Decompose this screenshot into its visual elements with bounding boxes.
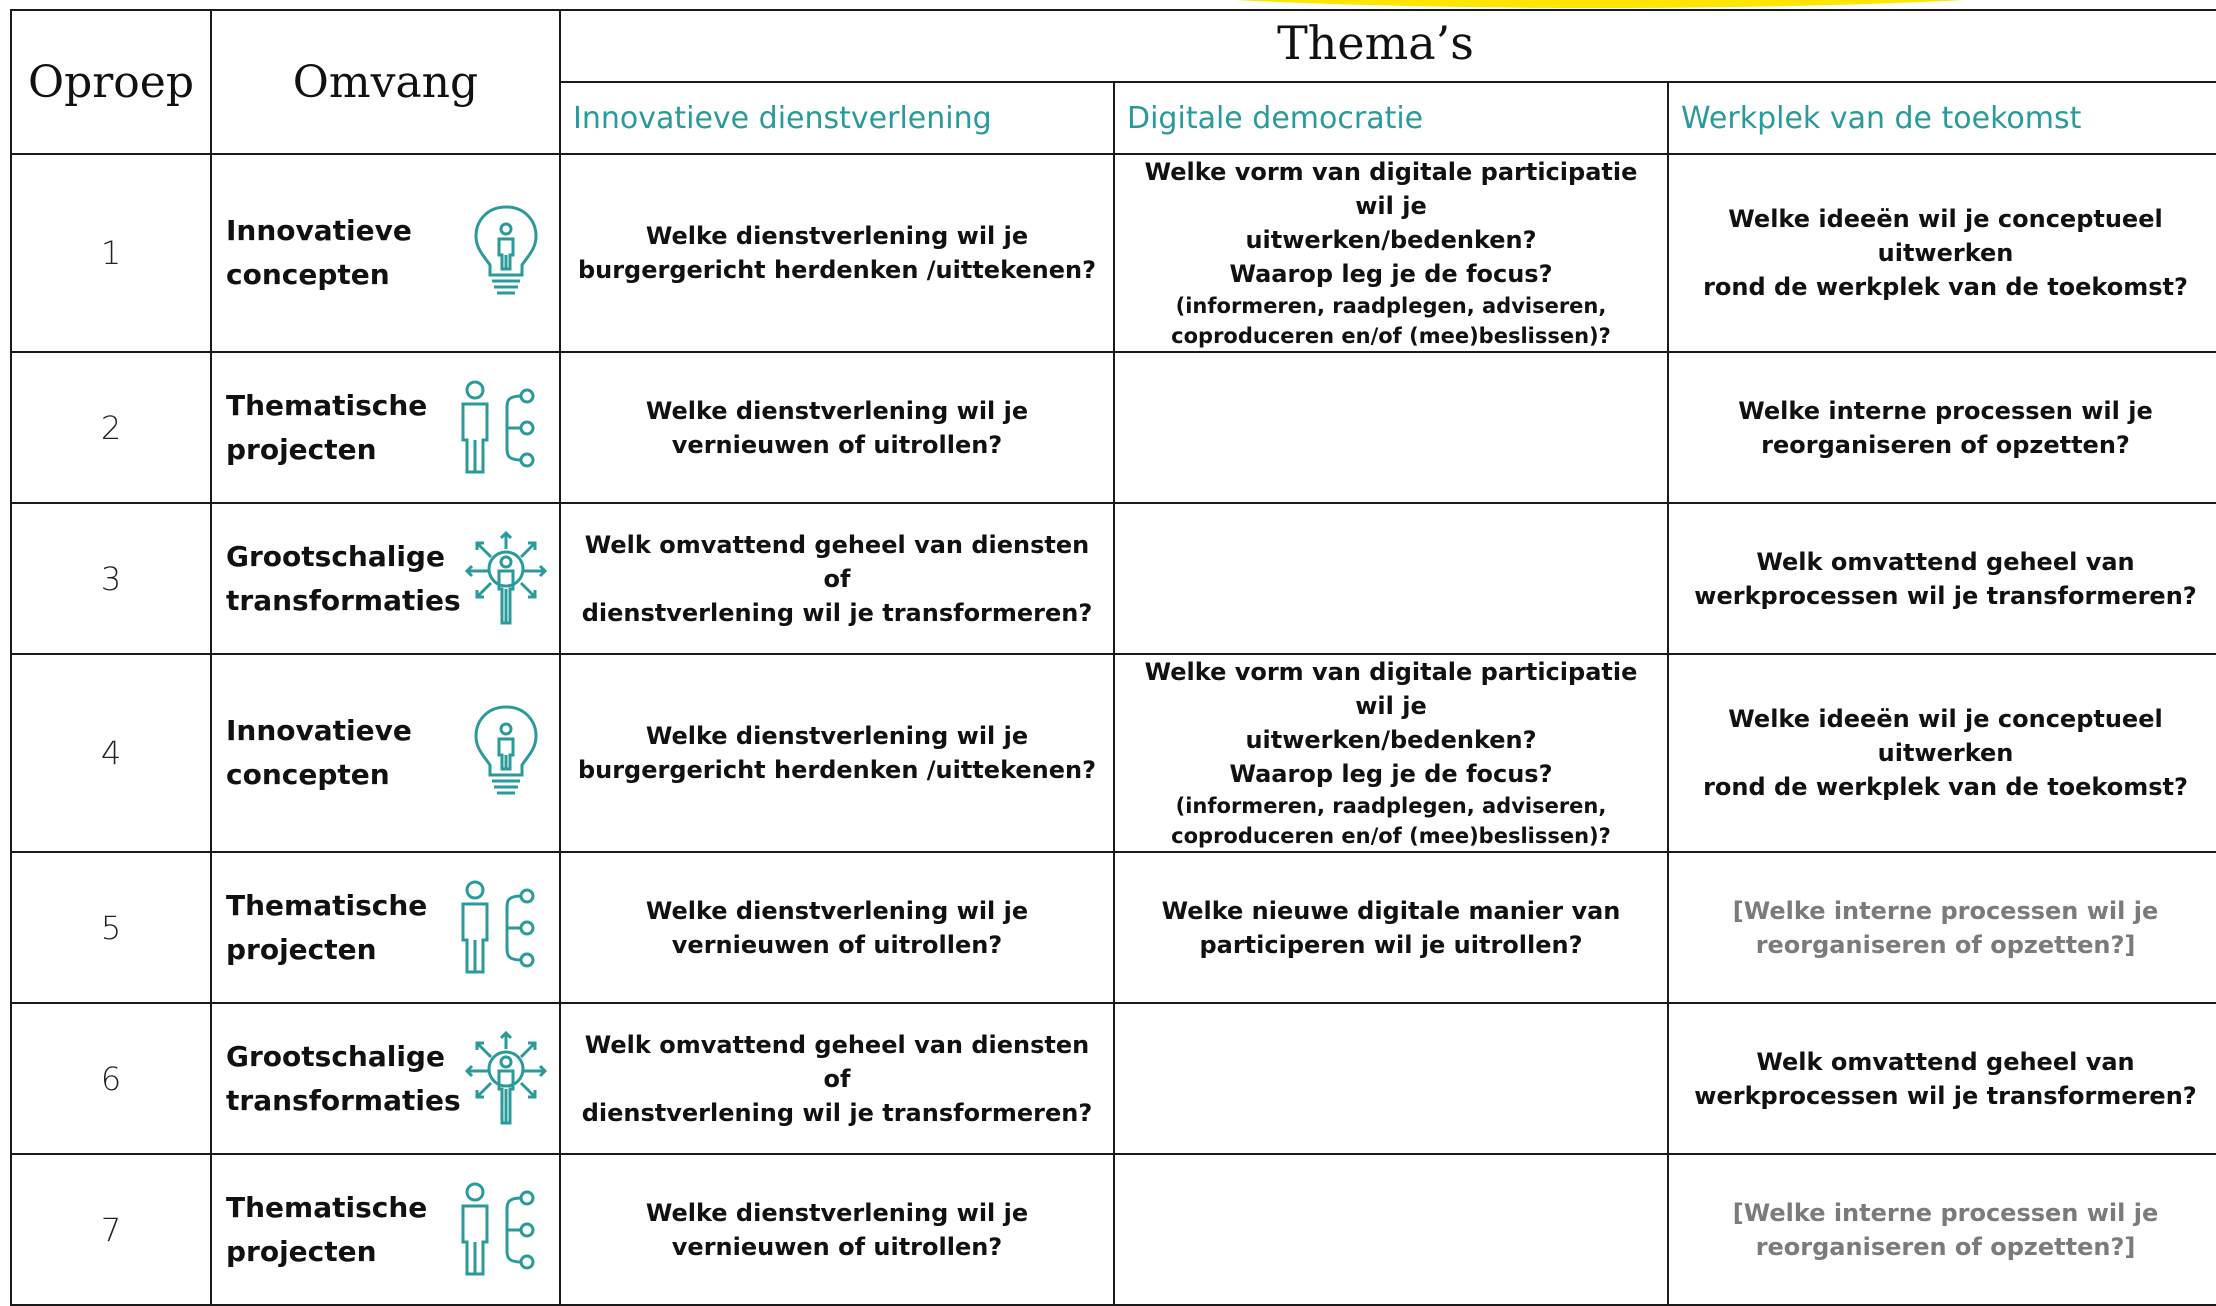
call-number: 6 <box>11 1003 211 1154</box>
question-line: Welke dienstverlening wil je <box>645 1198 1029 1227</box>
question-democratie <box>1114 154 1668 352</box>
table-row <box>11 1154 2216 1305</box>
theme-header-2: Digitale democratie <box>1114 82 1668 154</box>
question-dienstverlening <box>560 154 1114 352</box>
question-line: Welk omvattend geheel van diensten of <box>584 1030 1090 1093</box>
person-arrows-out-icon <box>461 529 551 629</box>
question-werkplek <box>1668 654 2216 852</box>
header-oproep: Oproep <box>11 10 211 154</box>
scope-label: Thematische projecten <box>226 888 428 966</box>
question-line: Welke ideeën wil je conceptueel uitwerken <box>1728 205 2163 267</box>
question-line: (informeren, raadplegen, adviseren, <box>1175 794 1607 818</box>
question-line: dienstverlening wil je transformeren? <box>581 598 1093 627</box>
question-dienstverlening <box>560 503 1114 654</box>
question-line: Welke vorm van digitale participatie wil je <box>1144 158 1638 220</box>
scope-label: Grootschalige transformaties <box>226 539 461 617</box>
question-line: burgergericht herdenken /uittekenen? <box>577 256 1097 284</box>
question-line: Waarop leg je de focus? <box>1229 260 1553 288</box>
question-democratie <box>1114 852 1668 1003</box>
question-line: participeren wil je uitrollen? <box>1199 930 1583 959</box>
question-line: [Welke interne processen wil je <box>1732 896 2159 925</box>
scope-cell <box>211 1154 560 1305</box>
scope-cell <box>211 503 560 654</box>
question-line: Welke dienstverlening wil je <box>645 896 1029 925</box>
scope-cell <box>211 1003 560 1154</box>
table-row <box>11 1003 2216 1154</box>
question-werkplek <box>1668 852 2216 1003</box>
question-democratie <box>1114 503 1668 654</box>
theme-header-3: Werkplek van de toekomst <box>1668 82 2216 154</box>
question-line: vernieuwen of uitrollen? <box>671 1232 1003 1261</box>
table-row <box>11 654 2216 852</box>
question-line: vernieuwen of uitrollen? <box>671 430 1003 459</box>
question-line: Welk omvattend geheel van diensten of <box>584 530 1090 593</box>
question-line: Welke nieuwe digitale manier van <box>1161 896 1621 925</box>
question-line: Welke interne processen wil je <box>1738 396 2153 425</box>
question-line: uitwerken/bedenken? <box>1245 726 1537 754</box>
question-werkplek <box>1668 503 2216 654</box>
question-democratie <box>1114 1154 1668 1305</box>
call-number: 4 <box>11 654 211 852</box>
question-line: Welk omvattend geheel van <box>1756 547 2135 576</box>
call-number: 7 <box>11 1154 211 1305</box>
person-branches-icon <box>457 878 541 978</box>
question-line: rond de werkplek van de toekomst? <box>1703 773 2188 801</box>
call-number: 1 <box>11 154 211 352</box>
question-dienstverlening <box>560 1154 1114 1305</box>
question-line: Welke dienstverlening wil je <box>645 222 1029 250</box>
scope-label: Innovatieve concepten <box>226 714 412 791</box>
scope-cell <box>211 852 560 1003</box>
question-line: [Welke interne processen wil je <box>1732 1198 2159 1227</box>
question-dienstverlening <box>560 1003 1114 1154</box>
question-line: Waarop leg je de focus? <box>1229 760 1553 788</box>
question-line: vernieuwen of uitrollen? <box>671 930 1003 959</box>
call-number: 5 <box>11 852 211 1003</box>
lightbulb-person-icon <box>471 703 541 803</box>
question-line: Welke vorm van digitale participatie wil je <box>1144 658 1638 720</box>
scope-label: Grootschalige transformaties <box>226 1039 461 1117</box>
scope-cell <box>211 154 560 352</box>
question-dienstverlening <box>560 852 1114 1003</box>
person-arrows-out-icon <box>461 1029 551 1129</box>
question-dienstverlening <box>560 352 1114 503</box>
question-line: dienstverlening wil je transformeren? <box>581 1098 1093 1127</box>
table-row <box>11 503 2216 654</box>
header-themas: Thema’s <box>560 10 2216 82</box>
question-line: (informeren, raadplegen, adviseren, <box>1175 294 1607 318</box>
question-line: werkprocessen wil je transformeren? <box>1694 581 2197 610</box>
yellow-accent-shape <box>1010 0 2190 8</box>
question-line: coproduceren en/of (mee)beslissen)? <box>1171 824 1611 848</box>
call-number: 3 <box>11 503 211 654</box>
scope-cell <box>211 654 560 852</box>
question-line: reorganiseren of opzetten? <box>1761 430 2130 459</box>
question-line: coproduceren en/of (mee)beslissen)? <box>1171 324 1611 348</box>
scope-label: Thematische projecten <box>226 388 428 466</box>
lightbulb-person-icon <box>471 203 541 303</box>
scope-label: Innovatieve concepten <box>226 214 412 291</box>
header-omvang: Omvang <box>211 10 560 154</box>
question-werkplek <box>1668 154 2216 352</box>
table-row <box>11 352 2216 503</box>
question-line: burgergericht herdenken /uittekenen? <box>577 756 1097 784</box>
question-line: werkprocessen wil je transformeren? <box>1694 1081 2197 1110</box>
question-democratie <box>1114 1003 1668 1154</box>
themes-table <box>10 9 2216 1306</box>
call-number: 2 <box>11 352 211 503</box>
question-line: Welke dienstverlening wil je <box>645 722 1029 750</box>
question-line: Welke ideeën wil je conceptueel uitwerken <box>1728 705 2163 767</box>
question-line: reorganiseren of opzetten?] <box>1755 930 2136 959</box>
question-line: uitwerken/bedenken? <box>1245 226 1537 254</box>
scope-cell <box>211 352 560 503</box>
person-branches-icon <box>457 378 541 478</box>
table-row <box>11 852 2216 1003</box>
question-line: Welke dienstverlening wil je <box>645 396 1029 425</box>
question-dienstverlening <box>560 654 1114 852</box>
question-democratie <box>1114 352 1668 503</box>
question-werkplek <box>1668 1003 2216 1154</box>
theme-header-1: Innovatieve dienstverlening <box>560 82 1114 154</box>
question-line: Welk omvattend geheel van <box>1756 1047 2135 1076</box>
scope-label: Thematische projecten <box>226 1190 428 1268</box>
question-democratie <box>1114 654 1668 852</box>
question-line: rond de werkplek van de toekomst? <box>1703 273 2188 301</box>
person-branches-icon <box>457 1180 541 1280</box>
question-werkplek <box>1668 352 2216 503</box>
table-row <box>11 154 2216 352</box>
question-line: reorganiseren of opzetten?] <box>1755 1232 2136 1261</box>
question-werkplek <box>1668 1154 2216 1305</box>
